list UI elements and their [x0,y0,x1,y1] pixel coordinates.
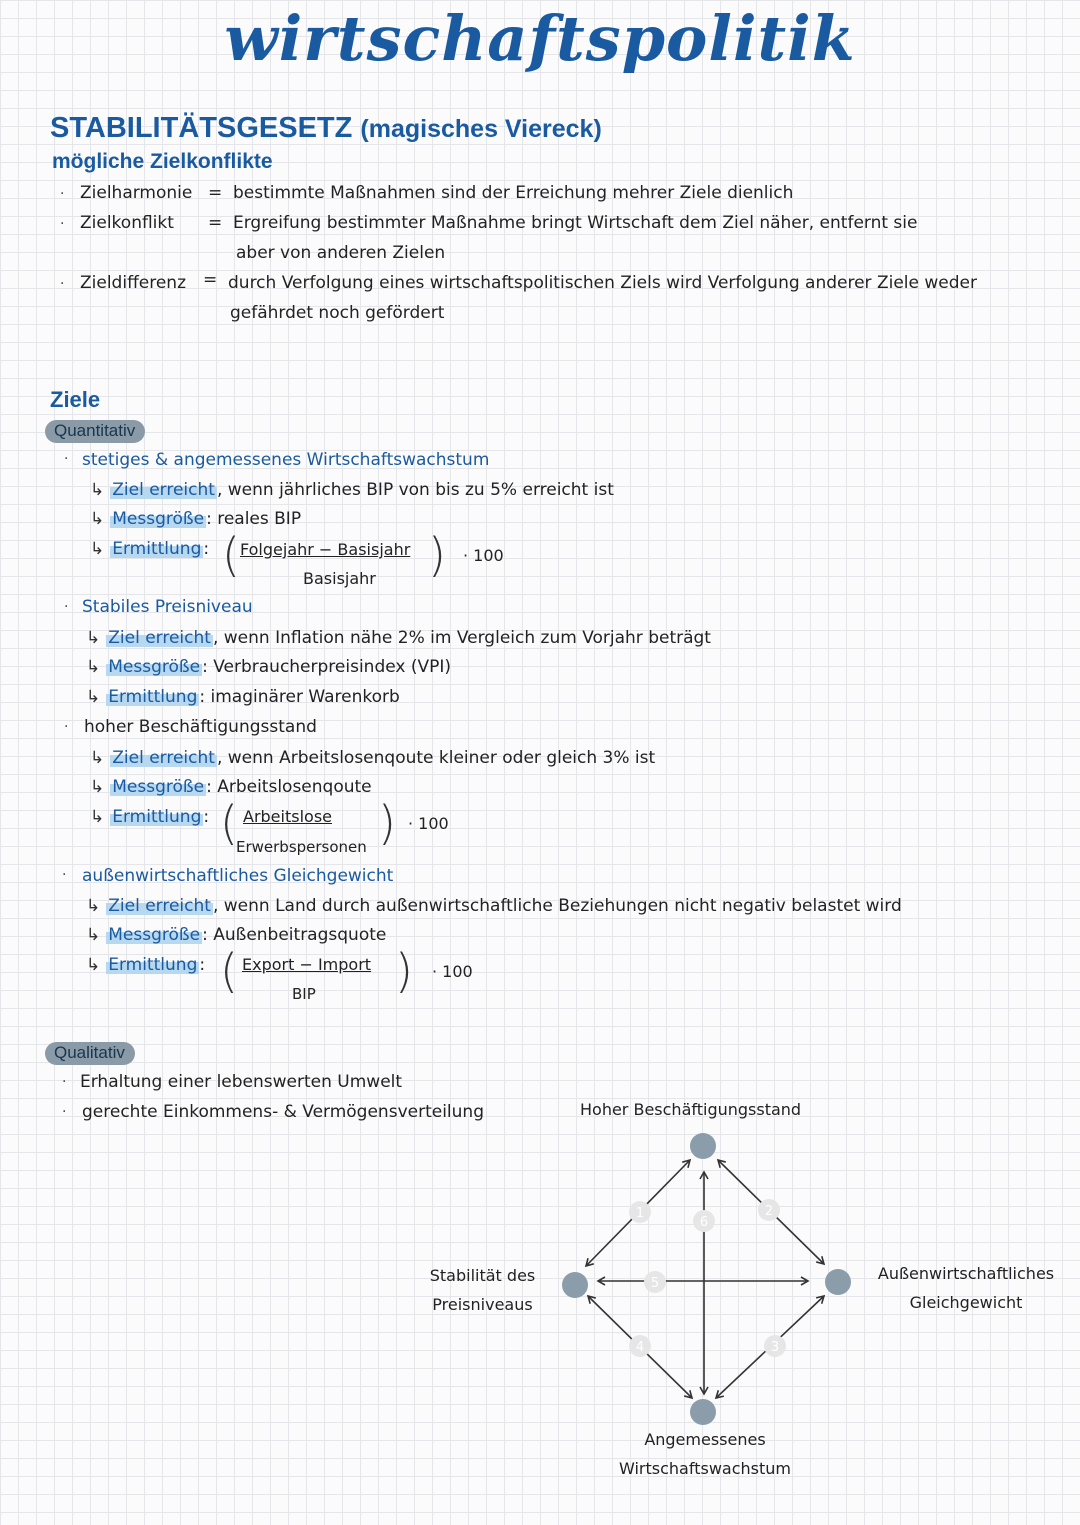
zielkonflikt-term: Zielkonflikt [80,213,174,233]
bullet: · [64,451,69,467]
arrow-icon: ↳ [86,955,101,975]
diagram-label-bottom-line1: Angemessenes [644,1430,766,1449]
zieldifferenz-definition-line1: durch Verfolgung eines wirtschaftspolitischen Ziels wird Verfolgung anderer Ziele weder [228,273,977,293]
goals-heading: Ziele [50,387,101,412]
page-title: wirtschaftspolitik [224,2,856,75]
stability-subheading: mögliche Zielkonflikte [52,150,273,173]
label-messgroesse: Messgröße [108,657,201,677]
goal-external-title: außenwirtschaftliches Gleichgewicht [82,866,394,886]
goal-price-title: Stabiles Preisniveau [82,597,253,617]
number-4-marker [629,1335,651,1357]
target-text: , wenn Inflation nähe 2% im Vergleich zum Vorjahr beträgt [212,628,711,648]
stability-heading-text: STABILITÄTSGESETZ [50,112,353,144]
diagram-label-right-line1: Außenwirtschaftliches [877,1264,1055,1283]
number-3-marker [764,1335,786,1357]
number-1-marker [629,1201,651,1223]
zieldifferenz-term: Zieldifferenz [80,273,187,293]
paren-close: ) [428,528,446,582]
arrow-icon: ↳ [90,509,105,529]
numerator-text: Arbeitslose [243,807,332,826]
paren-open: ( [222,528,240,582]
label-ziel-erreicht: Ziel erreicht [112,748,215,768]
formula-factor: · 100 [408,814,449,833]
qualitativ-badge: Qualitativ [45,1042,135,1065]
diagram-label-left-line2: Preisniveaus [432,1295,533,1314]
diagram-label-left-line1: Stabilität des [429,1266,536,1285]
goal-employment-title: hoher Beschäftigungsstand [84,717,317,737]
numerator-text: Export − Import [242,955,372,974]
arrow-icon: ↳ [86,687,101,707]
diagram-label-top: Hoher Beschäftigungsstand [580,1100,802,1119]
method-colon: : [203,539,210,559]
label-ziel-erreicht: Ziel erreicht [108,896,211,916]
number-4-text: 4 [635,1340,645,1355]
formula-factor: · 100 [463,546,504,565]
quantitativ-badge: Quantitativ [45,420,145,443]
measure-text: : Außenbeitragsquote [202,925,387,945]
label-messgroesse: Messgröße [112,509,205,529]
qualitativ-item-environment: Erhaltung einer lebenswerten Umwelt [80,1072,403,1092]
arrow-icon: ↳ [86,628,101,648]
label-ermittlung: Ermittlung [108,687,198,707]
label-ziel-erreicht: Ziel erreicht [112,480,215,500]
number-1-text: 1 [635,1206,645,1221]
diagram-label-bottom-line2: Wirtschaftswachstum [619,1459,791,1478]
bullet: · [60,216,65,232]
numerator-text: Folgejahr − Basisjahr [240,540,411,559]
method-colon: : [199,955,206,975]
bullet: · [62,1104,67,1120]
qualitativ-item-distribution: gerechte Einkommens- & Vermögensverteilung [82,1102,484,1122]
paren-close: ) [395,944,413,998]
number-5-marker [644,1271,666,1293]
zielkonflikt-definition-line1: Ergreifung bestimmter Maßnahme bringt Wirtschaft dem Ziel näher, entfernt sie [233,213,918,233]
node-top [690,1133,716,1159]
zieldifferenz-eq: = [203,270,218,290]
bullet: · [62,867,67,883]
label-messgroesse: Messgröße [108,925,201,945]
bullet: · [60,186,65,202]
bullet: · [64,719,69,735]
diagram-label-right-line2: Gleichgewicht [909,1293,1023,1312]
arrow-icon: ↳ [86,896,101,916]
method-colon: : [203,807,210,827]
zielharmonie-definition: bestimmte Maßnahmen sind der Erreichung mehrer Ziele dienlich [233,183,794,203]
arrow-icon: ↳ [90,480,105,500]
number-2-marker [758,1199,780,1221]
number-3-text: 3 [770,1340,780,1355]
target-text: , wenn Arbeitslosenqoute kleiner oder gleich 3% ist [216,748,656,768]
method-text: : imaginärer Warenkorb [199,687,400,707]
label-ermittlung: Ermittlung [108,955,198,975]
arrow-icon: ↳ [90,748,105,768]
paren-open: ( [220,944,238,998]
stability-heading-paren: (magisches Viereck) [360,115,602,143]
arrow-icon: ↳ [90,777,105,797]
paren-close: ) [378,796,396,850]
measure-text: : Arbeitslosenqoute [206,777,372,797]
node-bottom [690,1399,716,1425]
number-5-text: 5 [650,1276,660,1291]
label-ziel-erreicht: Ziel erreicht [108,628,211,648]
measure-text: : reales BIP [206,509,302,529]
measure-text: : Verbraucherpreisindex (VPI) [202,657,452,677]
arrow-icon: ↳ [86,657,101,677]
arrow-icon: ↳ [90,539,105,559]
formula-factor: · 100 [432,962,473,981]
goal-growth-title: stetiges & angemessenes Wirtschaftswachstum [82,450,490,470]
bullet: · [60,276,65,292]
label-messgroesse: Messgröße [112,777,205,797]
formula-denominator: Basisjahr [303,569,376,588]
bullet: · [62,1074,67,1090]
node-left [562,1272,588,1298]
number-6-marker [693,1210,715,1232]
zielkonflikt-definition-line2: aber von anderen Zielen [236,243,446,263]
number-2-text: 2 [764,1204,774,1219]
zieldifferenz-definition-line2: gefährdet noch gefördert [230,303,445,323]
target-text: , wenn jährliches BIP von bis zu 5% erreicht ist [216,480,614,500]
zielharmonie-eq: = [208,183,223,203]
formula-denominator: Erwerbspersonen [236,838,367,856]
formula-denominator: BIP [292,985,316,1003]
number-6-text: 6 [699,1215,709,1230]
zielkonflikt-eq: = [208,213,223,233]
label-ermittlung: Ermittlung [112,807,202,827]
arrow-icon: ↳ [90,807,105,827]
target-text: , wenn Land durch außenwirtschaftliche Beziehungen nicht negativ belastet wird [212,896,902,916]
arrow-icon: ↳ [86,925,101,945]
zielharmonie-term: Zielharmonie [80,183,193,203]
node-right [825,1269,851,1295]
label-ermittlung: Ermittlung [112,539,202,559]
paren-open: ( [220,796,238,850]
bullet: · [64,599,69,615]
